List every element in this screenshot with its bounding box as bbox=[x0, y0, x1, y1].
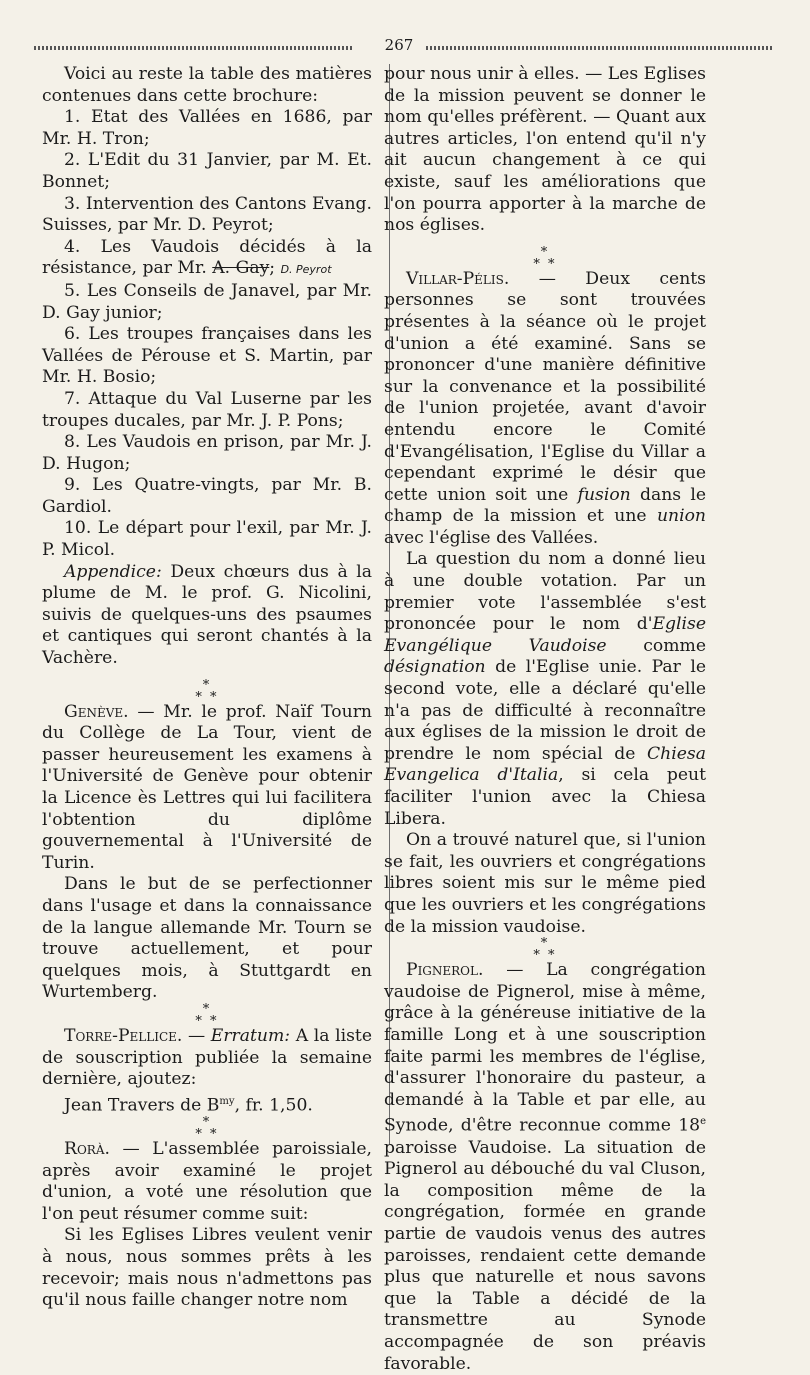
right-column bbox=[384, 64, 706, 1375]
torre-paragraph bbox=[42, 1026, 372, 1091]
geneve-paragraph-2: Dans le but de se perfectionner dans l'usage et dans la connaissance de la langue allemande Mr. Tourn se trouve actuellement, et pour quelques mois, à Stuttgardt en Wurtemberg. bbox=[42, 874, 372, 1003]
toc-item-9: 9. Les Quatre-vingts, par Mr. B. Gardiol. bbox=[42, 475, 372, 517]
toc-item-1: 1. Etat des Vallées en 1686, par Mr. H. Tron; bbox=[42, 107, 372, 149]
subscription-amount: , fr. 1,50. bbox=[234, 1095, 313, 1116]
toc-item-4-text: 4. Les Vaudois décidés à la résistance, par Mr. bbox=[42, 236, 372, 279]
church-name-2: Chiesa Evangelica d'Italia bbox=[384, 743, 706, 786]
toc-item-8: 8. Les Vaudois en prison, par Mr. J. D. Hugon; bbox=[42, 432, 372, 474]
subscription-sup: my bbox=[219, 1095, 235, 1107]
geneve-heading: Genève. bbox=[64, 701, 129, 722]
question-text-mid: comme bbox=[606, 635, 706, 656]
handwritten-correction: D. Peyrot bbox=[280, 263, 332, 277]
toc-item-6: 6. Les troupes françaises dans les Vallées de Pérouse et S. Martin, par Mr. H. Bosio; bbox=[42, 324, 372, 388]
section-separator: * * * bbox=[195, 1001, 219, 1029]
question-text-end: , si cela peut faciliter l'union avec la Chiesa Libera. bbox=[384, 765, 706, 829]
subscription-line bbox=[42, 1091, 372, 1117]
pignerol-heading: Pignerol. bbox=[406, 960, 484, 981]
page-header bbox=[34, 36, 774, 56]
toc-item-3: 3. Intervention des Cantons Evang. Suisses, par Mr. D. Peyrot; bbox=[42, 193, 372, 236]
trouve-paragraph: On a trouvé naturel que, si l'union se fait, les ouvriers et congrégations libres soient mis sur le même pied que les ouvriers et les congrégations de la mission vaudoise. bbox=[384, 830, 706, 937]
section-separator: * * * bbox=[533, 936, 557, 964]
toc-item-4: 4. Les Vaudois décidés à la résistance, par Mr. A. Gay; D. Peyrot bbox=[42, 236, 372, 279]
toc-item-2: 2. L'Edit du 31 Janvier, par M. Et. Bonnet; bbox=[42, 150, 372, 192]
appendix-paragraph bbox=[42, 562, 372, 670]
struck-author: A. Gay bbox=[212, 258, 270, 279]
fusion-word: fusion bbox=[577, 484, 631, 505]
pignerol-text-end: paroisse Vaudoise. La situation de Pignerol au débouché du val Cluson, la composition même de la congrégation, formée en grande partie de vaudois venus des autres paroisses, rendaient cette demande plus que naturelle et nous savons que la Table a décidé de la transmettre au Synode accompagnée de son préavis favorable. bbox=[384, 1137, 706, 1374]
toc-intro: Voici au reste la table des matières contenues dans cette brochure: bbox=[42, 64, 372, 106]
page-number: 267 bbox=[384, 36, 414, 54]
section-separator: * * * bbox=[195, 677, 219, 705]
section-separator: * * * bbox=[195, 1115, 219, 1143]
torre-dash: — bbox=[187, 1025, 206, 1046]
toc-item-10: 10. Le départ pour l'exil, par Mr. J. P. Micol. bbox=[42, 518, 372, 561]
rora-heading: Rorà. bbox=[64, 1139, 110, 1160]
pignerol-text: — La congrégation vaudoise de Pignerol, mise à même, grâce à la généreuse initiative de la famille Long et à une souscription faite parmi les membres de l'église, d'assurer l'honoraire du pasteur, a demandé à la Table et par elle, au Synode, d'être reconnue comme 18 bbox=[384, 960, 707, 1137]
villar-text-mid: dans le champ de la mission et une bbox=[384, 484, 706, 527]
rora-paragraph bbox=[42, 1139, 372, 1225]
section-separator: * * * bbox=[533, 244, 557, 272]
union-word: union bbox=[656, 506, 706, 527]
pignerol-paragraph bbox=[384, 960, 706, 1375]
question-text: La question du nom a donné lieu à une double votation. Par un premier vote l'assemblée s'est prononcée pour le nom d' bbox=[384, 549, 706, 635]
torre-heading: Torre-Pellice. bbox=[64, 1025, 183, 1046]
appendix-label: Appendice: bbox=[64, 561, 162, 582]
ordinal-sup: e bbox=[700, 1116, 706, 1128]
rora-text: — L'assemblée paroissiale, après avoir examiné le projet d'union, a voté une résolution que l'on peut résumer comme suit: bbox=[42, 1139, 372, 1224]
erratum-label: Erratum: bbox=[210, 1025, 291, 1046]
designation-word: désignation bbox=[384, 657, 486, 678]
header-rule-left bbox=[34, 46, 354, 50]
villar-text-end: avec l'église des Vallées. bbox=[384, 527, 599, 548]
appendix-text: Deux chœurs dus à la plume de M. le prof. G. Nicolini, suivis de quelques-uns des psaumes et cantiques qui seront chantés à la Vachère. bbox=[42, 561, 373, 669]
question-paragraph bbox=[384, 549, 706, 830]
church-name-1: Eglise Evangélique Vaudoise bbox=[384, 614, 706, 656]
continuation-paragraph: pour nous unir à elles. — Les Eglises de la mission peuvent se donner le nom qu'elles préfèrent. — Quant aux autres articles, l'on entend qu'il n'y ait aucun changement à ce qui existe, sauf les améliorations que l'on pourra apporter à la marche de nos églises. bbox=[384, 64, 706, 236]
villar-paragraph bbox=[384, 269, 706, 550]
torre-text: A la liste de souscription publiée la semaine dernière, ajoutez: bbox=[42, 1025, 373, 1090]
toc-item-5: 5. Les Conseils de Janavel, par Mr. D. Gay junior; bbox=[42, 280, 372, 323]
question-text-mid2: de l'Eglise unie. Par le second vote, elle a déclaré qu'elle n'a pas de difficulté à reconnaître aux églises de la mission le droit de prendre le nom spécial de bbox=[384, 657, 706, 764]
toc-item-7: 7. Attaque du Val Luserne par les troupes ducales, par Mr. J. P. Pons; bbox=[42, 388, 372, 431]
rora-paragraph-2: Si les Eglises Libres veulent venir à nous, nous sommes prêts à les recevoir; mais nous n'admettons pas qu'il nous faille changer notre nom bbox=[42, 1225, 372, 1311]
villar-heading: Villar-Pélis. bbox=[406, 268, 510, 289]
header-rule-right bbox=[426, 46, 774, 50]
subscription-name: Jean Travers de B bbox=[64, 1095, 220, 1116]
villar-text: — Deux cents personnes se sont trouvées présentes à la séance où le projet d'union a été examiné. Sans se prononcer d'une manière définitive sur la convenance et la possibilité de l'union projetée, avant d'avoir entendu encore le Comité d'Evangélisation, l'Eglise du Villar a cependant exprimé le désir que cette union soit une bbox=[384, 268, 706, 505]
geneve-text: — Mr. le prof. Naïf Tourn du Collège de La Tour, vient de passer heureusement les examens à l'Université de Genève pour obtenir la Licence ès Lettres qui lui facilitera l'obtention du diplôme gouvernemental à l'Université de Turin. bbox=[42, 701, 372, 873]
left-column bbox=[42, 64, 372, 1312]
geneve-paragraph bbox=[42, 702, 372, 875]
